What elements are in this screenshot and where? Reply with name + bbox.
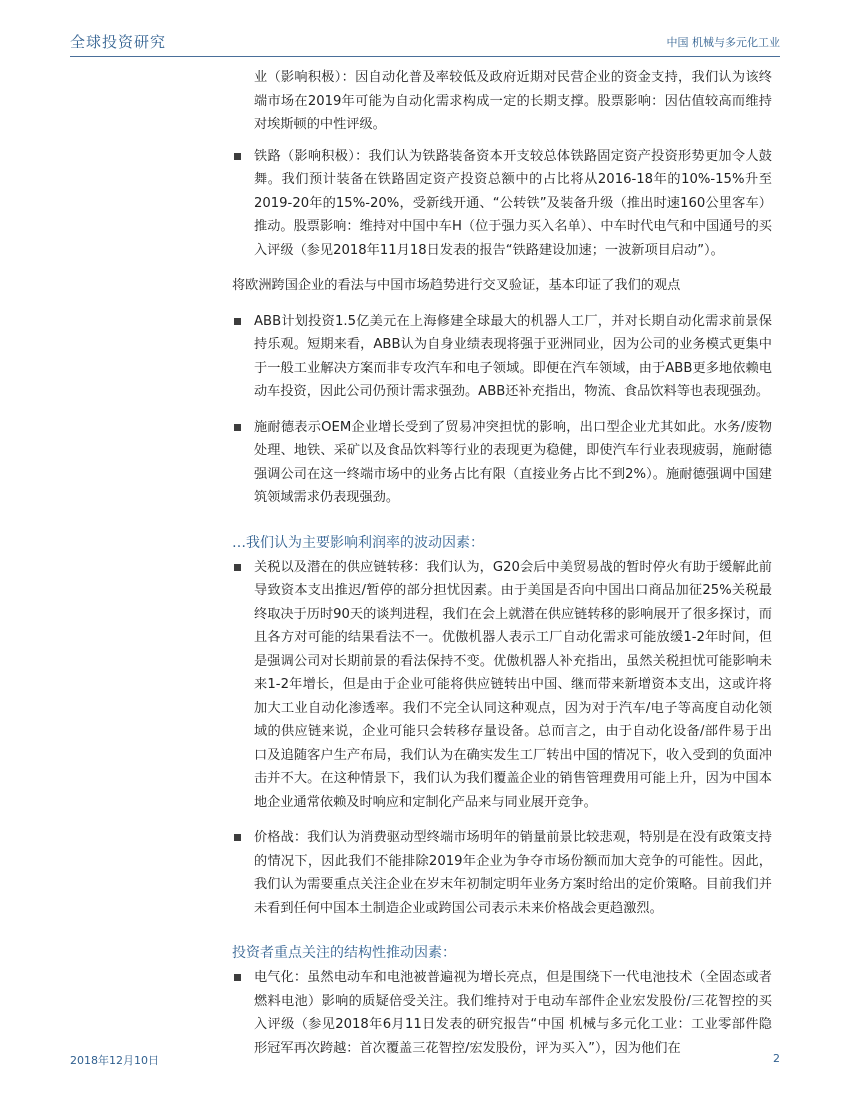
bullet-square-icon [234,564,241,571]
bullet-square-icon [234,424,241,431]
bullet-text: 电气化：虽然电动车和电池被普遍视为增长亮点，但是围绕下一代电池技术（全固态或者燃料电池）影响的质疑倍受关注。我们维持对于电动车部件企业宏发股份/三花智控的买入评级（参见2018年6月11日发表的研究报告“中国 机械与多元化工业：工业零部件隐形冠军再次跨越：首次覆盖三花智控/宏发股份，评为买入”），因为他们在 [254,970,772,1056]
bullet-electrification [232,966,772,1060]
bullet-price-war [232,826,772,920]
bullet-square-icon [234,974,241,981]
page-header [70,30,780,57]
bullet-square-icon [234,153,241,160]
page-number: 2 [773,1052,780,1065]
bullet-square-icon [234,834,241,841]
bullet-text: 施耐德表示OEM企业增长受到了贸易冲突担忧的影响，出口型企业尤其如此。水务/废物处理、地铁、采矿以及食品饮料等行业的表现更为稳健，即使汽车行业表现疲弱，施耐德强调公司在这一终端市场中的业务占比有限（直接业务占比不到2%）。施耐德强调中国建筑领域需求仍表现强劲。 [254,419,772,505]
bullet-schneider [232,416,772,510]
footer-date: 2018年12月10日 [70,1054,159,1067]
bullet-text: 铁路（影响积极）：我们认为铁路装备资本开支较总体铁路固定资产投资形势更加令人鼓舞。我们预计装备在铁路固定资产投资总额中的占比将从2016-18年的10%-15%升至2019-20年的15%-20%，受新线开通、“公转铁”及装备升级（推出时速160公里客车）推动。股票影响：维持对中国中车H（位于强力买入名单）、中车时代电气和中国通号的买入评级（参见2018年11月18日发表的报告“铁路建设加速；一波新项目启动”）。 [254,148,772,258]
bullet-text: ABB计划投资1.5亿美元在上海修建全球最大的机器人工厂，并对长期自动化需求前景保持乐观。短期来看，ABB认为自身业绩表现将强于亚洲同业，因为公司的业务模式更集中于一般工业解决方案而非专攻汽车和电子领域。即便在汽车领域，由于ABB更多地依赖电动车投资，因此公司仍预计需求强劲。ABB还补充指出，物流、食品饮料等也表现强劲。 [254,313,772,399]
report-body [232,66,772,1072]
section-heading-structural: 投资者重点关注的结构性推动因素： [232,945,456,961]
bullet-square-icon [234,318,241,325]
continued-bullet [232,66,772,137]
bullet-abb [232,310,772,404]
bullet-text: 关税以及潜在的供应链转移：我们认为，G20会后中美贸易战的暂时停火有助于缓解此前导致资本支出推迟/暂停的部分担忧因素。由于美国是否向中国出口商品加征25%关税最终取决于历时90天的谈判进程，我们在会上就潜在供应链转移的影响展开了很多探讨，而且各方对可能的结果看法不一。优傲机器人表示工厂自动化需求可能放缓1-2年时间，但是强调公司对长期前景的看法保持不变。优傲机器人补充指出，虽然关税担忧可能影响未来1-2年增长，但是由于企业可能将供应链转出中国、继而带来新增资本支出，这或许将加大工业自动化渗透率。我们不完全认同这种观点，因为对于汽车/电子等高度自动化领域的供应链来说，企业可能只会转移存量设备。总而言之，由于自动化设备/部件易于出口及追随客户生产布局，我们认为在确实发生工厂转出中国的情况下，收入受到的负面冲击并不大。在这种情景下，我们认为我们覆盖企业的销售管理费用可能上升，因为中国本地企业通常依赖及时响应和定制化产品来与同业展开竞争。 [254,559,772,810]
crosscheck-paragraph: 将欧洲跨国企业的看法与中国市场趋势进行交叉验证，基本印证了我们的观点 [232,278,681,293]
brand-title: 全球投资研究 [70,33,167,51]
bullet-rail [232,145,772,263]
paragraph-text: 业（影响积极）：因自动化普及率较低及政府近期对民营企业的资金支持，我们认为该终端市场在2019年可能为自动化需求构成一定的长期支撑。股票影响：因估值较高而维持对埃斯顿的中性评级。 [254,70,772,132]
report-sector-tag: 中国 机械与多元化工业 [666,36,780,49]
bullet-text: 价格战：我们认为消费驱动型终端市场明年的销量前景比较悲观，特别是在没有政策支持的情况下，因此我们不能排除2019年企业为争夺市场份额而加大竞争的可能性。因此，我们认为需要重点关注企业在岁末年初制定明年业务方案时给出的定价策略。目前我们并未看到任何中国本土制造企业或跨国公司表示未来价格战会更趋激烈。 [254,830,772,916]
bullet-tariff [232,556,772,815]
section-heading-margin: …我们认为主要影响利润率的波动因素： [232,534,484,551]
